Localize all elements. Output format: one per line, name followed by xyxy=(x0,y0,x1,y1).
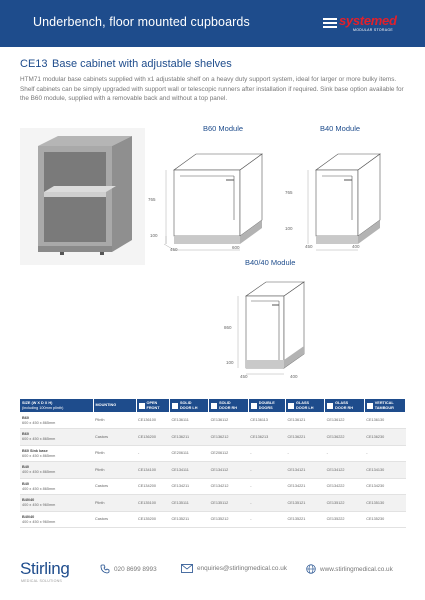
table-row xyxy=(20,429,406,446)
col-glass-door-lh: GLASS DOOR LH xyxy=(285,399,324,412)
col-solid-door-rh: SOLID DOOR RH xyxy=(209,399,249,412)
product-code-cell: CE135122 xyxy=(325,495,365,512)
double-doors-icon xyxy=(251,403,257,409)
col-open-front: OPEN FRONT xyxy=(136,399,169,412)
product-code-cell: CE136212 xyxy=(209,429,249,446)
product-code-cell: CE206111 xyxy=(169,445,208,462)
open-front-icon xyxy=(139,403,145,409)
product-code-cell: CE135100 xyxy=(136,495,169,512)
module-b4040-label: B40/40 Module xyxy=(245,258,296,267)
product-code-cell: CE135222 xyxy=(325,511,365,528)
product-code-cell: CE136221 xyxy=(285,429,324,446)
product-code-cell: CE135130 xyxy=(364,495,405,512)
table-row xyxy=(20,445,406,462)
product-code-cell: CE134222 xyxy=(325,478,365,495)
product-code-cell: CE136200 xyxy=(136,429,169,446)
product-code-cell: - xyxy=(325,445,365,462)
b40-drawing xyxy=(288,136,408,258)
brand-name: systemed xyxy=(339,13,397,28)
product-code-cell: CE136113 xyxy=(248,412,285,429)
module-name: B60 Sink base xyxy=(22,448,48,453)
footer-email[interactable]: enquiries@stirlingmedical.co.uk xyxy=(181,564,287,573)
spec-table-header xyxy=(20,399,406,412)
stirling-logo-word: Stirling xyxy=(20,559,70,578)
mounting-cell: Castors xyxy=(93,429,136,446)
stirling-logo xyxy=(20,559,70,583)
product-code-cell: CE134130 xyxy=(364,462,405,479)
b4040-drawing xyxy=(218,270,328,390)
b60-height-dim: 765 xyxy=(148,197,156,202)
product-code-cell: - xyxy=(248,445,285,462)
size-cell xyxy=(20,429,93,446)
product-code-cell: - xyxy=(248,511,285,528)
table-row xyxy=(20,478,406,495)
b60-drawing xyxy=(152,136,292,258)
header-title: Underbench, floor mounted cupboards xyxy=(33,15,250,29)
product-code-cell: CE135111 xyxy=(169,495,208,512)
module-size: 600 x 450 x 865mm xyxy=(22,420,56,425)
product-code-cell: CE135230 xyxy=(364,511,405,528)
product-code-cell: CE135212 xyxy=(209,511,249,528)
size-cell xyxy=(20,511,93,528)
product-code-cell: - xyxy=(248,495,285,512)
footer-website[interactable]: www.stirlingmedical.co.uk xyxy=(306,564,393,574)
product-code-cell: CE135121 xyxy=(285,495,324,512)
module-name: B40 xyxy=(22,465,29,470)
product-code-cell: - xyxy=(364,445,405,462)
glass-door-rh-icon xyxy=(327,403,333,409)
module-size: 600 x 450 x 865mm xyxy=(22,453,56,458)
product-code-cell: CE206112 xyxy=(209,445,249,462)
module-name: B40/40 xyxy=(22,498,35,503)
b40-width-dim: 400 xyxy=(352,244,360,249)
product-code-cell: CE136230 xyxy=(364,429,405,446)
size-cell xyxy=(20,462,93,479)
product-code-cell: CE136121 xyxy=(285,412,324,429)
module-name: B40/40 xyxy=(22,514,35,519)
module-name: B40 xyxy=(22,481,29,486)
product-code: CE13 xyxy=(20,58,48,70)
spec-table xyxy=(20,399,406,528)
product-code-cell: CE136122 xyxy=(325,412,365,429)
spec-table-body xyxy=(20,412,406,528)
product-code-cell: CE135200 xyxy=(136,511,169,528)
product-code-cell: CE136211 xyxy=(169,429,208,446)
size-cell xyxy=(20,478,93,495)
cabinet-photo xyxy=(20,128,145,265)
solid-door-lh-icon xyxy=(172,403,178,409)
col-double-doors: DOUBLE DOORS xyxy=(248,399,285,412)
col-size: SIZE (W X D X H) (including 100mm plinth) xyxy=(20,399,93,412)
product-code-cell: CE136111 xyxy=(169,412,208,429)
product-code-cell: CE134230 xyxy=(364,478,405,495)
b40-plinth-dim: 100 xyxy=(285,226,293,231)
b4040-width-dim: 400 xyxy=(290,374,298,379)
product-code-cell: CE134121 xyxy=(285,462,324,479)
product-code-cell: CE134200 xyxy=(136,478,169,495)
module-size: 400 x 450 x 865mm xyxy=(22,470,56,475)
table-row xyxy=(20,495,406,512)
product-code-cell: CE136100 xyxy=(136,412,169,429)
b40-depth-dim: 450 xyxy=(305,244,313,249)
module-size: 600 x 450 x 865mm xyxy=(22,437,56,442)
product-code-cell: - xyxy=(248,478,285,495)
product-code-cell: - xyxy=(136,445,169,462)
module-b40-label: B40 Module xyxy=(320,124,361,133)
col-solid-door-lh: SOLID DOOR LH xyxy=(169,399,208,412)
col-glass-door-rh: GLASS DOOR RH xyxy=(325,399,365,412)
product-code-cell: - xyxy=(285,445,324,462)
stirling-logo-tag: MEDICAL SOLUTIONS xyxy=(21,579,63,583)
b4040-depth-dim: 450 xyxy=(240,374,248,379)
product-code-cell: CE136130 xyxy=(364,412,405,429)
module-size: 400 x 450 x 960mm xyxy=(22,503,56,508)
product-code-cell: - xyxy=(248,462,285,479)
brand-sub: MODULAR STORAGE xyxy=(353,28,394,32)
product-code-cell: CE136213 xyxy=(248,429,285,446)
product-code-cell: CE134112 xyxy=(209,462,249,479)
mounting-cell: Castors xyxy=(93,511,136,528)
footer-phone[interactable]: 020 8699 8993 xyxy=(100,564,157,574)
product-code-cell: CE134111 xyxy=(169,462,208,479)
product-code-cell: CE134211 xyxy=(169,478,208,495)
product-code-cell: CE135211 xyxy=(169,511,208,528)
product-description: HTM71 modular base cabinets supplied with x1 adjustable shelf on a heavy duty support system, ideal for larger or more bulky items. Shelf cabinets can be simply upgraded with support wall or telescopic runners after installation if required. Sink base option available for the B60 module, supplied with a removable back and without a top panel. xyxy=(20,76,404,103)
size-cell xyxy=(20,445,93,462)
size-cell xyxy=(20,412,93,429)
product-code-cell: CE134212 xyxy=(209,478,249,495)
module-b60-label: B60 Module xyxy=(203,124,244,133)
mounting-cell: Plinth xyxy=(93,412,136,429)
col-mounting: MOUNTING xyxy=(93,399,136,412)
globe-icon xyxy=(306,564,316,574)
product-code-cell: CE134221 xyxy=(285,478,324,495)
page-header xyxy=(0,0,425,47)
table-row xyxy=(20,511,406,528)
module-size: 400 x 450 x 960mm xyxy=(22,519,56,524)
product-code-cell: CE134122 xyxy=(325,462,365,479)
product-subtitle: Base cabinet with adjustable shelves xyxy=(52,58,232,70)
b4040-height-dim: 860 xyxy=(224,325,232,330)
phone-icon xyxy=(100,564,110,574)
b60-plinth-dim: 100 xyxy=(150,233,158,238)
vertical-tambour-icon xyxy=(367,403,373,409)
mounting-cell: Plinth xyxy=(93,462,136,479)
col-vertical-tambour: VERTICAL TAMBOUR xyxy=(364,399,405,412)
module-name: B60 xyxy=(22,415,29,420)
b60-width-dim: 600 xyxy=(232,245,240,250)
mounting-cell: Plinth xyxy=(93,445,136,462)
mounting-cell: Castors xyxy=(93,478,136,495)
size-cell xyxy=(20,495,93,512)
mounting-cell: Plinth xyxy=(93,495,136,512)
product-code-cell: CE135221 xyxy=(285,511,324,528)
product-code-cell: CE136222 xyxy=(325,429,365,446)
brand-lines-icon xyxy=(323,18,337,28)
product-code-cell: CE136112 xyxy=(209,412,249,429)
b60-depth-dim: 450 xyxy=(170,247,178,252)
systemed-logo xyxy=(323,13,401,35)
b40-height-dim: 765 xyxy=(285,190,293,195)
product-code-cell: CE134100 xyxy=(136,462,169,479)
module-size: 400 x 450 x 865mm xyxy=(22,486,56,491)
product-code-cell: CE135112 xyxy=(209,495,249,512)
solid-door-rh-icon xyxy=(211,403,217,409)
b4040-plinth-dim: 100 xyxy=(226,360,234,365)
glass-door-lh-icon xyxy=(288,403,294,409)
table-row xyxy=(20,462,406,479)
table-row xyxy=(20,412,406,429)
module-name: B60 xyxy=(22,432,29,437)
email-icon xyxy=(181,564,193,573)
